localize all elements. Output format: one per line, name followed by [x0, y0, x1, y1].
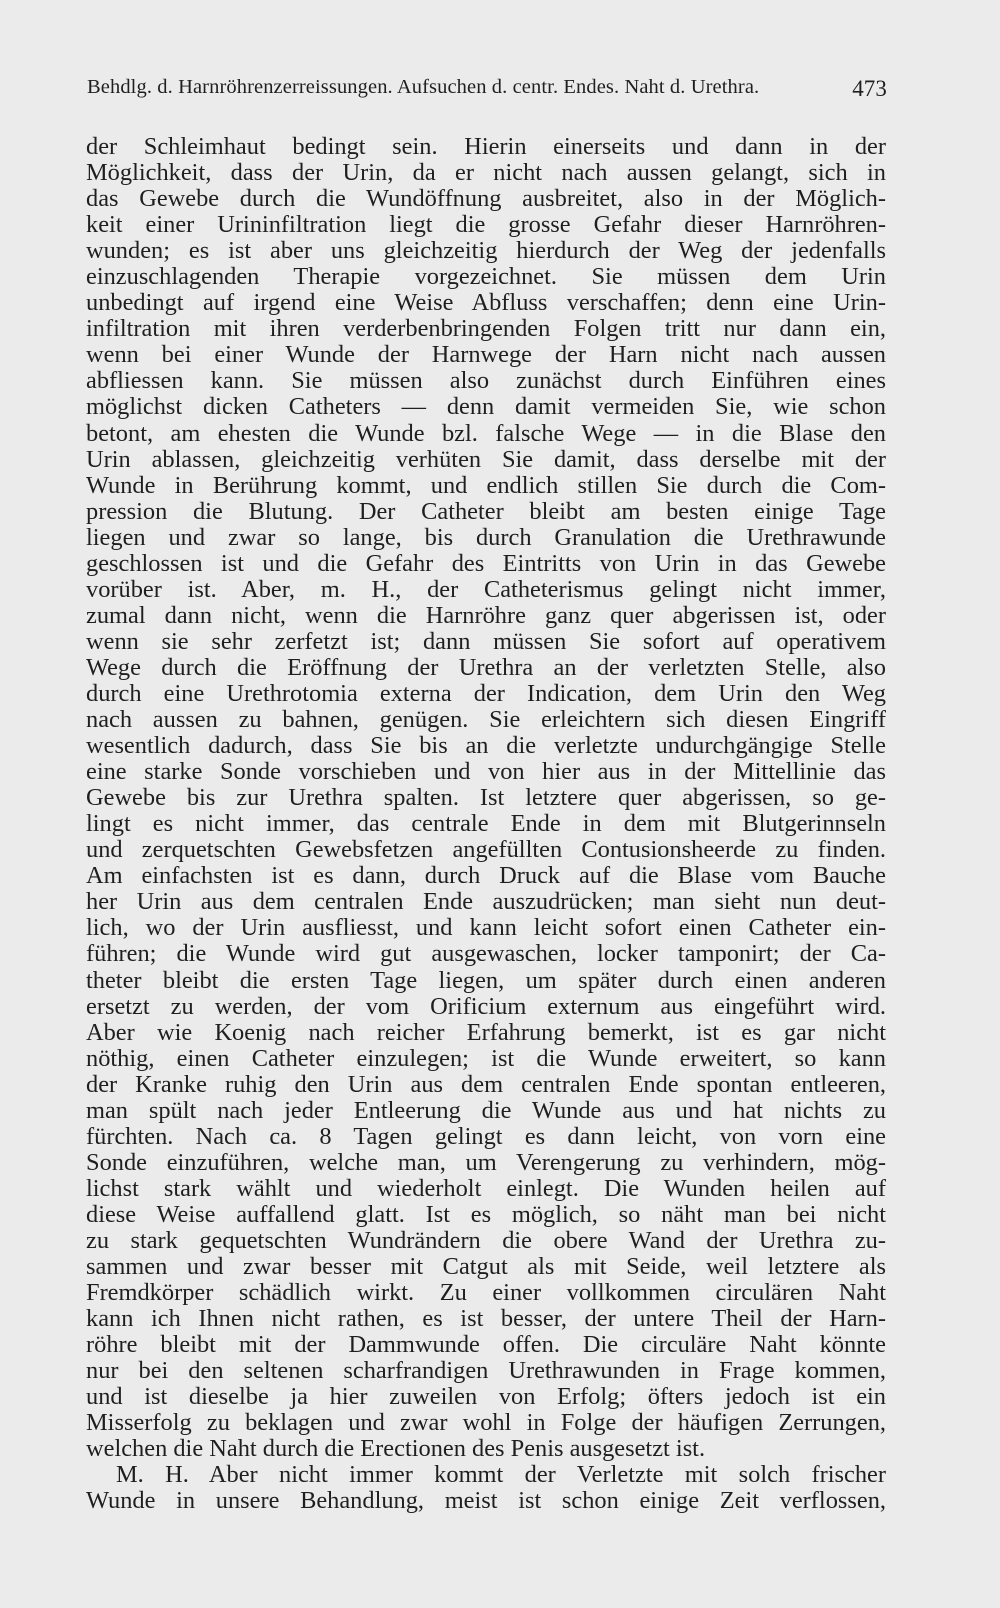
text-line: Wege durch die Eröffnung der Urethra an der verletzten Stelle, also — [86, 654, 886, 681]
text-line: führen; die Wunde wird gut ausgewaschen, locker tamponirt; der Ca- — [86, 941, 886, 968]
text-line: sammen und zwar besser mit Catgut als mit Seide, weil letztere als — [86, 1254, 886, 1281]
text-line: wesentlich dadurch, dass Sie bis an die verletzte undurchgängige Stelle — [86, 733, 886, 760]
text-line: geschlossen ist und die Gefahr des Eintritts von Urin in das Gewebe — [86, 550, 886, 577]
text-line: Sonde einzuführen, welche man, um Verengerung zu verhindern, mög- — [86, 1149, 886, 1176]
text-line: Wunde in unsere Behandlung, meist ist schon einige Zeit verflossen, — [86, 1488, 886, 1515]
text-line: lingt es nicht immer, das centrale Ende in dem mit Blutgerinnseln — [86, 811, 886, 838]
text-line: wenn bei einer Wunde der Harnwege der Harn nicht nach aussen — [86, 342, 886, 369]
text-line: fürchten. Nach ca. 8 Tagen gelingt es dann leicht, von vorn eine — [86, 1123, 886, 1150]
text-line: her Urin aus dem centralen Ende auszudrücken; man sieht nun deut- — [86, 889, 886, 916]
text-line: Aber wie Koenig nach reicher Erfahrung bemerkt, ist es gar nicht — [86, 1019, 886, 1046]
text-line: Am einfachsten ist es dann, durch Druck auf die Blase vom Bauche — [86, 863, 886, 890]
text-line: Urin ablassen, gleichzeitig verhüten Sie damit, dass derselbe mit der — [86, 446, 886, 473]
text-line: nur bei den seltenen scharfrandigen Urethrawunden in Frage kommen, — [86, 1358, 886, 1385]
text-line: vorüber ist. Aber, m. H., der Catheterismus gelingt nicht immer, — [86, 576, 886, 603]
text-line: wenn sie sehr zerfetzt ist; dann müssen Sie sofort auf operativem — [86, 628, 886, 655]
text-line: möglichst dicken Catheters — denn damit vermeiden Sie, wie schon — [86, 394, 886, 421]
text-line: Möglichkeit, dass der Urin, da er nicht nach aussen gelangt, sich in — [86, 160, 886, 187]
text-line: Fremdkörper schädlich wirkt. Zu einer vollkommen circulären Naht — [86, 1280, 886, 1307]
running-title: Behdlg. d. Harnröhrenzerreissungen. Aufsuchen d. centr. Endes. Naht d. Urethra. — [87, 76, 760, 98]
text-line: betont, am ehesten die Wunde bzl. falsche Wege — in die Blase den — [86, 420, 886, 447]
text-line: theter bleibt die ersten Tage liegen, um später durch einen anderen — [86, 967, 886, 994]
text-line: Gewebe bis zur Urethra spalten. Ist letztere quer abgerissen, so ge- — [86, 785, 886, 812]
text-line: eine starke Sonde vorschieben und von hier aus in der Mittellinie das — [86, 759, 886, 786]
running-header — [87, 76, 887, 106]
text-line: der Schleimhaut bedingt sein. Hierin einerseits und dann in der — [86, 134, 886, 160]
page-number: 473 — [852, 76, 887, 101]
text-line: durch eine Urethrotomia externa der Indication, dem Urin den Weg — [86, 680, 886, 707]
text-line: lichst stark wählt und wiederholt einlegt. Die Wunden heilen auf — [86, 1175, 886, 1202]
text-line: diese Weise auffallend glatt. Ist es möglich, so näht man bei nicht — [86, 1201, 886, 1228]
text-line: liegen und zwar so lange, bis durch Granulation die Urethrawunde — [86, 524, 886, 551]
text-line: welchen die Naht durch die Erectionen des Penis ausgesetzt ist. — [86, 1436, 706, 1463]
text-line: ersetzt zu werden, der vom Orificium externum aus eingeführt wird. — [86, 993, 886, 1020]
text-line: zu stark gequetschten Wundrändern die obere Wand der Urethra zu- — [86, 1227, 886, 1254]
text-line: pression die Blutung. Der Catheter bleibt am besten einige Tage — [86, 498, 886, 525]
text-line: wunden; es ist aber uns gleichzeitig hierdurch der Weg der jedenfalls — [86, 238, 886, 265]
text-line: Wunde in Berührung kommt, und endlich stillen Sie durch die Com- — [86, 472, 886, 499]
text-line: einzuschlagenden Therapie vorgezeichnet. Sie müssen dem Urin — [86, 264, 886, 291]
text-line: und zerquetschten Gewebsfetzen angefüllten Contusionsheerde zu finden. — [86, 837, 886, 864]
text-line: Misserfolg zu beklagen und zwar wohl in Folge der häufigen Zerrungen, — [86, 1410, 886, 1437]
text-line: nach aussen zu bahnen, genügen. Sie erleichtern sich diesen Eingriff — [86, 707, 886, 734]
text-line: nöthig, einen Catheter einzulegen; ist die Wunde erweitert, so kann — [86, 1045, 886, 1072]
body-text — [86, 134, 886, 1514]
text-line: keit einer Urininfiltration liegt die grosse Gefahr dieser Harnröhren- — [86, 212, 886, 239]
text-line: zumal dann nicht, wenn die Harnröhre ganz quer abgerissen ist, oder — [86, 602, 886, 629]
text-line: das Gewebe durch die Wundöffnung ausbreitet, also in der Möglich- — [86, 186, 886, 213]
text-line: M. H. Aber nicht immer kommt der Verletzte mit solch frischer — [116, 1462, 886, 1489]
text-line: abfliessen kann. Sie müssen also zunächst durch Einführen eines — [86, 368, 886, 395]
text-line: infiltration mit ihren verderbenbringenden Folgen tritt nur dann ein, — [86, 316, 886, 343]
text-line: man spült nach jeder Entleerung die Wunde aus und hat nichts zu — [86, 1097, 886, 1124]
text-line: röhre bleibt mit der Dammwunde offen. Die circuläre Naht könnte — [86, 1332, 886, 1359]
text-line: der Kranke ruhig den Urin aus dem centralen Ende spontan entleeren, — [86, 1071, 886, 1098]
text-line: unbedingt auf irgend eine Weise Abfluss verschaffen; denn eine Urin- — [86, 290, 886, 317]
text-line: lich, wo der Urin ausfliesst, und kann leicht sofort einen Catheter ein- — [86, 915, 886, 942]
text-line: kann ich Ihnen nicht rathen, es ist besser, der untere Theil der Harn- — [86, 1306, 886, 1333]
text-line: und ist dieselbe ja hier zuweilen von Erfolg; öfters jedoch ist ein — [86, 1384, 886, 1411]
